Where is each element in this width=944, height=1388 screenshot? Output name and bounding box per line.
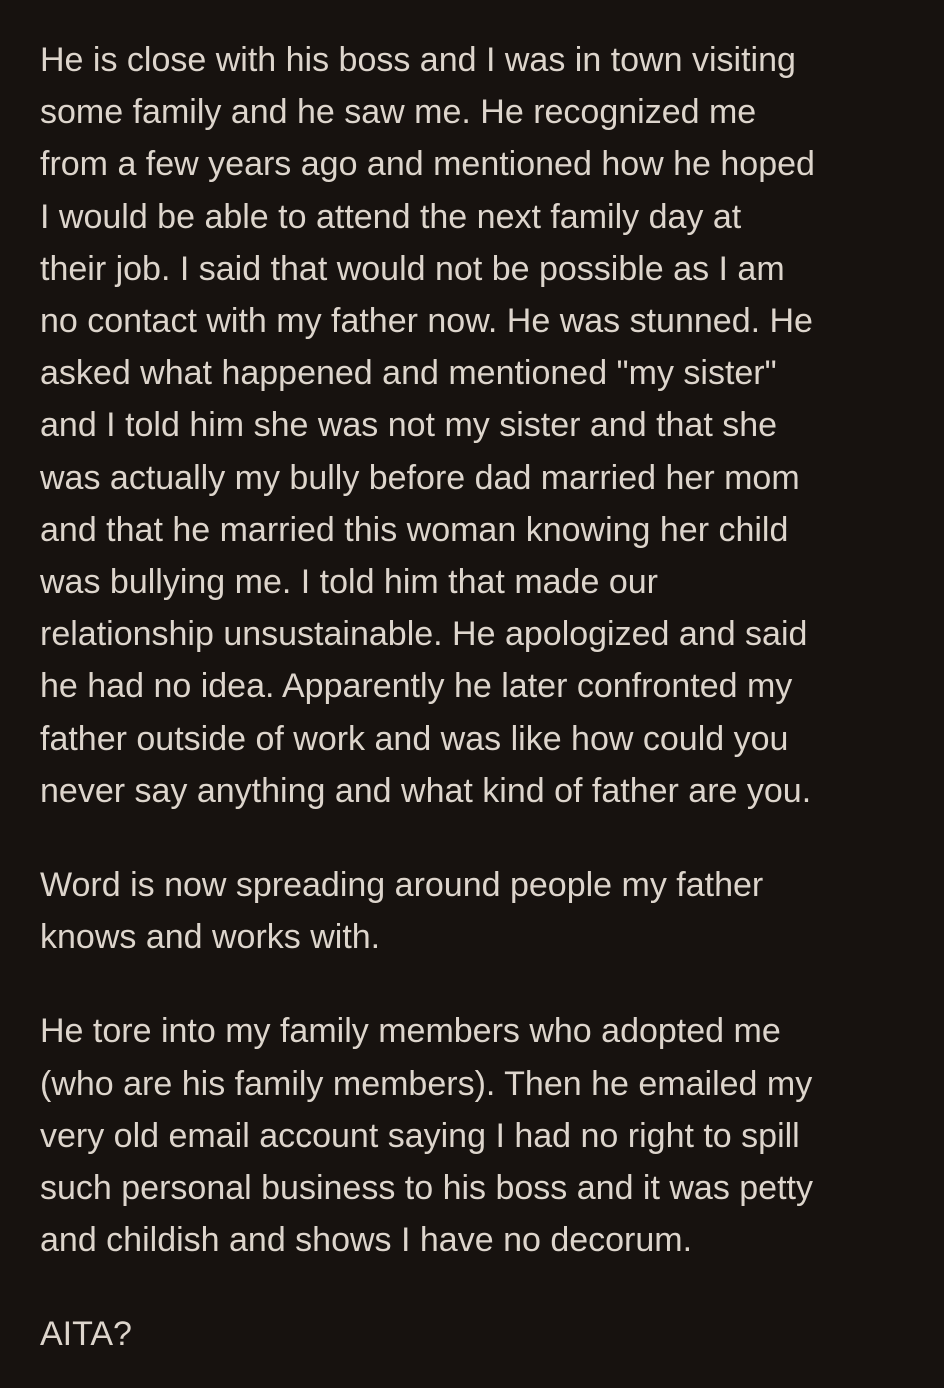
text-line: he had no idea. Apparently he later confronted my [40,667,793,706]
text-line: I would be able to attend the next family day at [40,197,742,236]
paragraph-word-spreading [40,859,912,963]
text-line: father outside of work and was like how could you [40,719,789,758]
text-line: their job. I said that would not be possible as I am [40,249,785,288]
paragraph-question [40,1308,912,1360]
text-line: from a few years ago and mentioned how he hoped [40,145,815,184]
text-line: very old email account saying I had no right to spill [40,1116,800,1155]
text-line: (who are his family members). Then he emailed my [40,1064,813,1103]
text-line: such personal business to his boss and it was petty [40,1169,813,1208]
text-line: AITA? [40,1315,132,1354]
text-line: no contact with my father now. He was stunned. He [40,302,813,341]
paragraph-story [40,34,912,817]
post-body [40,34,912,1361]
text-line: He is close with his boss and I was in town visiting [40,41,796,79]
text-line: and I told him she was not my sister and that she [40,406,778,445]
text-line: was bullying me. I told him that made our [40,563,658,602]
text-line: relationship unsustainable. He apologized and said [40,615,808,654]
text-line: never say anything and what kind of father are you. [40,771,812,810]
text-line: He tore into my family members who adopted me [40,1012,781,1051]
text-line: asked what happened and mentioned "my sister" [40,354,777,393]
paragraph-father-reaction [40,1005,912,1266]
text-line: was actually my bully before dad married her mom [40,458,800,497]
text-line: and that he married this woman knowing her child [40,510,789,549]
text-line: Word is now spreading around people my father [40,866,764,905]
text-line: some family and he saw me. He recognized me [40,93,757,132]
text-line: and childish and shows I have no decorum. [40,1221,693,1260]
text-line: knows and works with. [40,918,381,957]
